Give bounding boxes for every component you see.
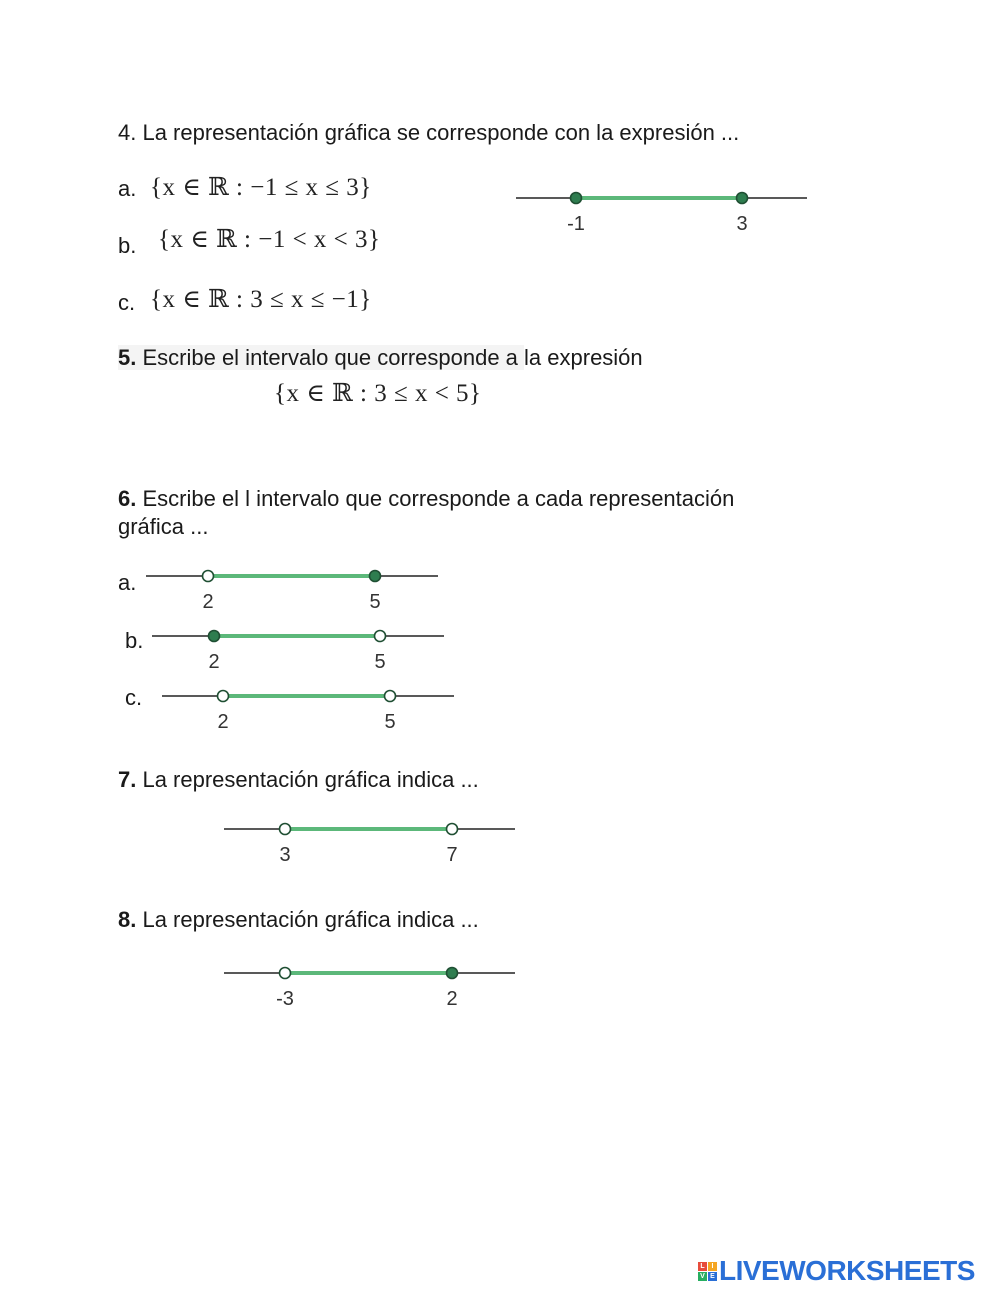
- question-6-title: [118, 485, 734, 513]
- right-endpoint: [375, 631, 386, 642]
- left-value-label: -3: [276, 988, 294, 1010]
- left-endpoint: [280, 968, 291, 979]
- left-value-label: -1: [567, 213, 585, 235]
- right-endpoint: [447, 968, 458, 979]
- liveworksheets-logo: [698, 1256, 975, 1286]
- question-5-number: 5.: [118, 345, 137, 370]
- question-6-text-line2: gráfica ...: [118, 514, 209, 539]
- question-8-title: [118, 906, 479, 934]
- right-value-label: 7: [446, 844, 458, 866]
- right-endpoint: [385, 691, 396, 702]
- right-value-label: 2: [446, 988, 458, 1010]
- question-6-text-line1: Escribe el l intervalo que corresponde a cada representación: [136, 486, 735, 511]
- q4-option-c-label: c.: [118, 290, 136, 315]
- question-8-number: 8.: [118, 907, 137, 932]
- left-value-label: 2: [217, 711, 229, 733]
- question-6-number: 6.: [118, 486, 137, 511]
- right-endpoint: [447, 824, 458, 835]
- question-5-text-highlighted: Escribe el intervalo que corresponde a: [136, 345, 525, 370]
- q6-item-b-label: b.: [125, 628, 144, 653]
- q4-option-b-expression: {x ∈ ℝ : −1 < x < 3}: [158, 226, 381, 253]
- question-4-title: 4. La representación gráfica se corresponde con la expresión ...: [118, 120, 740, 145]
- q6-item-a-label: a.: [118, 570, 137, 595]
- left-endpoint: [209, 631, 220, 642]
- q8-number-line: [222, 963, 522, 1013]
- left-endpoint: [280, 824, 291, 835]
- q4-number-line: [512, 180, 812, 240]
- q7-number-line: [222, 819, 522, 869]
- left-endpoint: [203, 571, 214, 582]
- q4-option-a-label: a.: [118, 176, 137, 201]
- q6-item-a-number-line: [144, 566, 444, 616]
- logo-letter-v: V: [698, 1272, 707, 1281]
- logo-letter-l: L: [698, 1262, 707, 1271]
- left-endpoint: [571, 193, 582, 204]
- liveworksheets-wordmark: LIVEWORKSHEETS: [719, 1255, 975, 1286]
- q6-item-c-number-line: [160, 686, 460, 736]
- right-value-label: 3: [736, 213, 748, 235]
- question-5-title: [118, 344, 643, 372]
- question-5-expression: {x ∈ ℝ : 3 ≤ x < 5}: [274, 380, 482, 407]
- left-value-label: 2: [208, 651, 220, 673]
- left-value-label: 3: [279, 844, 291, 866]
- right-value-label: 5: [384, 711, 396, 733]
- q6-item-b-number-line: [150, 626, 450, 676]
- question-7-number: 7.: [118, 767, 137, 792]
- q4-option-a-expression: {x ∈ ℝ : −1 ≤ x ≤ 3}: [150, 174, 372, 201]
- right-endpoint: [370, 571, 381, 582]
- left-endpoint: [218, 691, 229, 702]
- logo-letter-e: E: [708, 1272, 717, 1281]
- right-value-label: 5: [374, 651, 386, 673]
- right-endpoint: [737, 193, 748, 204]
- right-value-label: 5: [369, 591, 381, 613]
- question-7-title: [118, 766, 479, 794]
- liveworksheets-logo-icon: [698, 1262, 717, 1281]
- question-8-text: La representación gráfica indica ...: [136, 907, 479, 932]
- logo-letter-i: I: [708, 1262, 717, 1271]
- question-5-text-rest: la expresión: [524, 345, 643, 370]
- q6-item-c-label: c.: [125, 685, 143, 710]
- q4-option-b-label: b.: [118, 233, 137, 258]
- q4-option-c-expression: {x ∈ ℝ : 3 ≤ x ≤ −1}: [150, 286, 372, 313]
- left-value-label: 2: [202, 591, 214, 613]
- question-7-text: La representación gráfica indica ...: [136, 767, 479, 792]
